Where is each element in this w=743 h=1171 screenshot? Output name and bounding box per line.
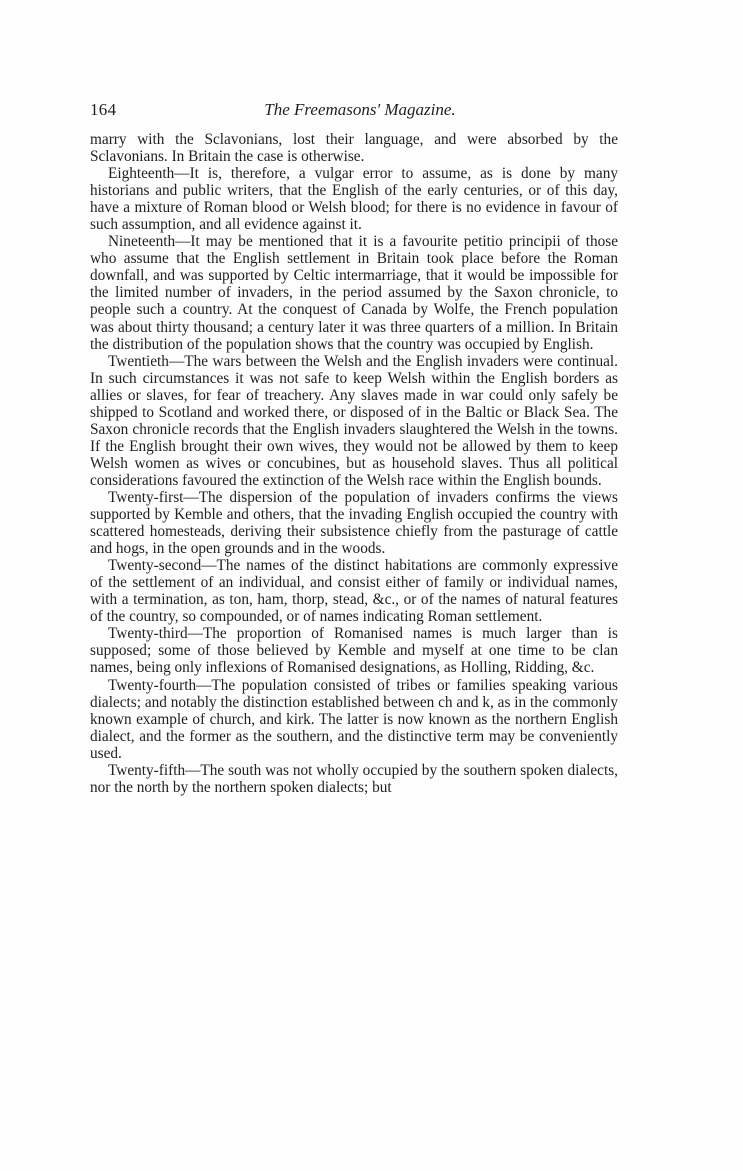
paragraph: Twenty-third—The proportion of Romanised names is much larger than is supposed; some of those believed by Kemble and myself at one time to be clan names, being only inflexions of Romanised designations, as Holling, Ridding, &c.: [90, 625, 618, 677]
paragraph: Twenty-fifth—The south was not wholly occupied by the southern spoken dialects, nor the north by the northern spoken dialects; but: [90, 761, 618, 796]
paragraph: Nineteenth—It may be mentioned that it is a favourite petitio principii of those who assume that the English settlement in Britain took place before the Roman downfall, and was supported by Celtic intermarriage, that it would be impossible for the limited number of invaders, in the period assumed by the Saxon chronicle, to people such a country. At the conquest of Canada by Wolfe, the French population was about thirty thousand; a century later it was three quarters of a million. In Britain the distribution of the population shows that the country was occupied by English.: [90, 233, 618, 353]
page-number: 164: [90, 100, 117, 119]
paragraph: Twenty-first—The dispersion of the population of invaders confirms the views supported by Kemble and others, that the invading English occupied the country with scattered homesteads, deriving their subsistence chiefly from the pasturage of cattle and hogs, in the open grounds and in the woods.: [90, 488, 618, 558]
page-header: [90, 100, 620, 122]
paragraph: Twenty-second—The names of the distinct habitations are commonly expressive of the settlement of an individual, and consist either of family or individual names, with a termination, as ton, ham, thorp, stead, &c., or of the names of natural features of the country, so compounded, or of names indicating Roman settlement.: [90, 557, 618, 626]
paragraph: Twenty-fourth—The population consisted of tribes or families speaking various dialects; and notably the distinction established between ch and k, as in the commonly known example of church, and kirk. The latter is now known as the northern English dialect, and the former as the southern, and the distinctive term may be conveniently used.: [90, 676, 618, 762]
running-title: The Freemasons' Magazine.: [264, 100, 456, 119]
paragraph: Twentieth—The wars between the Welsh and the English invaders were continual. In such circumstances it was not safe to keep Welsh within the English borders as allies or slaves, for fear of treachery. Any slaves made in war could only safely be shipped to Scotland and worked there, or disposed of in the Baltic or Black Sea. The Saxon chronicle records that the English invaders slaughtered the Welsh in the towns. If the English brought their own wives, they would not be allowed by them to keep Welsh women as wives or concubines, but as household slaves. Thus all political considerations favoured the extinction of the Welsh race within the English bounds.: [90, 352, 618, 489]
paragraph: marry with the Sclavonians, lost their language, and were absorbed by the Sclavonians. In Britain the case is otherwise.: [90, 131, 618, 166]
article-body: [90, 131, 618, 796]
paragraph: Eighteenth—It is, therefore, a vulgar error to assume, as is done by many historians and public writers, that the English of the early centuries, or of this day, have a mixture of Roman blood or Welsh blood; for there is no evidence in favour of such assumption, and all evidence against it.: [90, 165, 618, 234]
